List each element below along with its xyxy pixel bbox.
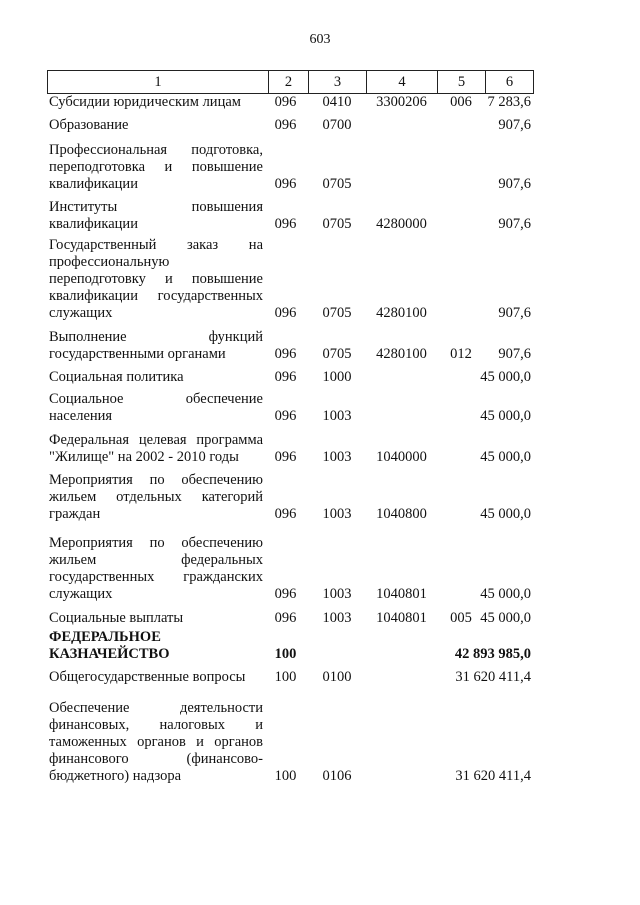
row-label: Социальная политика [49, 369, 184, 385]
row-code-ministry: 100 [274, 646, 297, 662]
amount-value: 45 000,0 [480, 369, 531, 385]
table-row [47, 700, 531, 785]
row-label: Общегосударственные вопросы [49, 669, 246, 685]
header-col-5: 5 [438, 71, 486, 93]
row-amount [480, 586, 531, 603]
row-code-ministry: 096 [274, 408, 297, 424]
row-label: Мероприятия по обеспечению жильем отдельных категорий граждан [49, 472, 263, 522]
row-label: ФЕДЕРАЛЬНОЕ КАЗНАЧЕЙСТВО [49, 629, 170, 662]
row-label: Профессиональная подготовка, переподготовка и повышение квалификации [49, 142, 263, 192]
row-code-section: 0705 [322, 305, 352, 321]
amount-value: 907,6 [498, 305, 531, 321]
row-code-ministry: 096 [274, 506, 297, 522]
row-amount [454, 646, 531, 663]
row-code-section: 1003 [322, 408, 352, 424]
row-label: Выполнение функций государственными органами [49, 329, 263, 362]
row-code-section: 1003 [322, 586, 352, 602]
amount-value: 45 000,0 [480, 408, 531, 424]
table-header [47, 70, 534, 94]
row-amount [480, 449, 531, 466]
row-code-section: 0705 [322, 346, 352, 362]
table-row [47, 669, 531, 686]
amount-value: 907,6 [498, 346, 531, 362]
table-row [47, 535, 531, 603]
row-code-section: 0106 [322, 768, 352, 784]
row-code-ministry: 096 [274, 346, 297, 362]
amount-value: 45 000,0 [480, 506, 531, 522]
row-code-article: 3300206 [376, 94, 427, 110]
row-amount [480, 408, 531, 425]
row-code-article: 4280000 [376, 216, 427, 232]
header-col-2: 2 [269, 71, 309, 93]
table-row [47, 629, 531, 663]
row-code-article: 4280100 [376, 305, 427, 321]
table-row [47, 142, 531, 193]
table-row [47, 237, 531, 322]
row-code-section: 0410 [322, 94, 352, 110]
row-label: Обеспечение деятельности финансовых, налоговых и таможенных органов и органов финансового (финансово-бюджетного) надзора [49, 700, 263, 784]
amount-value: 42 893 985,0 [454, 646, 531, 662]
row-code-expense: 006 [450, 94, 472, 110]
row-code-section: 0100 [322, 669, 352, 685]
row-label: Мероприятия по обеспечению жильем федеральных государственных гражданских служащих [49, 535, 263, 602]
row-code-section: 1003 [322, 506, 352, 522]
page-number: 603 [309, 32, 331, 47]
row-amount [455, 669, 531, 686]
amount-value: 907,6 [498, 117, 531, 133]
row-code-ministry: 096 [274, 305, 297, 321]
row-code-article: 1040000 [376, 449, 427, 465]
row-code-ministry: 100 [274, 768, 297, 784]
row-amount [480, 369, 531, 386]
amount-value: 7 283,6 [487, 94, 531, 110]
header-col-4: 4 [367, 71, 438, 93]
row-amount [485, 346, 531, 363]
row-code-ministry: 096 [274, 216, 297, 232]
row-amount [485, 176, 531, 193]
row-code-section: 0705 [322, 216, 352, 232]
row-label: Субсидии юридическим лицам [49, 94, 241, 110]
row-label: Социальное обеспечение населения [49, 391, 263, 424]
row-code-expense: 012 [450, 346, 472, 362]
row-amount [485, 305, 531, 322]
row-code-ministry: 096 [274, 586, 297, 602]
row-label: Федеральная целевая программа "Жилище" на 2002 - 2010 годы [49, 432, 263, 465]
table-row [47, 117, 531, 134]
amount-value: 907,6 [498, 176, 531, 192]
row-code-ministry: 096 [274, 369, 297, 385]
row-code-section: 1003 [322, 449, 352, 465]
row-amount [485, 94, 531, 111]
row-code-article: 1040801 [376, 586, 427, 602]
row-code-ministry: 096 [274, 94, 297, 110]
row-code-ministry: 096 [274, 449, 297, 465]
amount-value: 31 620 411,4 [455, 669, 531, 685]
amount-value: 45 000,0 [480, 449, 531, 465]
row-code-ministry: 096 [274, 610, 297, 626]
amount-value: 907,6 [498, 216, 531, 232]
table-row [47, 610, 531, 627]
row-label: Государственный заказ на профессиональную переподготовку и повышение квалификации государственных служащих [49, 237, 263, 321]
row-label: Социальные выплаты [49, 610, 184, 626]
row-code-article: 4280100 [376, 346, 427, 362]
table-row [47, 199, 531, 233]
header-col-1: 1 [48, 71, 269, 93]
table-row [47, 391, 531, 425]
amount-value: 45 000,0 [480, 586, 531, 602]
table-row [47, 329, 531, 363]
row-amount [480, 610, 531, 627]
row-code-ministry: 096 [274, 117, 297, 133]
row-code-section: 0705 [322, 176, 352, 192]
header-col-6: 6 [505, 74, 514, 90]
row-amount [485, 216, 531, 233]
amount-value: 31 620 411,4 [455, 768, 531, 784]
row-code-article: 1040800 [376, 506, 427, 522]
table-row [47, 369, 531, 386]
row-code-section: 1000 [322, 369, 352, 385]
row-code-section: 1003 [322, 610, 352, 626]
row-label: Образование [49, 117, 129, 133]
amount-value: 45 000,0 [480, 610, 531, 626]
row-code-ministry: 100 [274, 669, 297, 685]
table-row [47, 432, 531, 466]
row-code-section: 0700 [322, 117, 352, 133]
row-amount [485, 117, 531, 134]
row-amount [480, 506, 531, 523]
row-amount [455, 768, 531, 785]
row-code-ministry: 096 [274, 176, 297, 192]
table-row [47, 94, 531, 111]
table-row [47, 472, 531, 523]
row-label: Институты повышения квалификации [49, 199, 263, 232]
row-code-expense: 005 [450, 610, 472, 626]
header-col-3: 3 [309, 71, 367, 93]
row-code-article: 1040801 [376, 610, 427, 626]
